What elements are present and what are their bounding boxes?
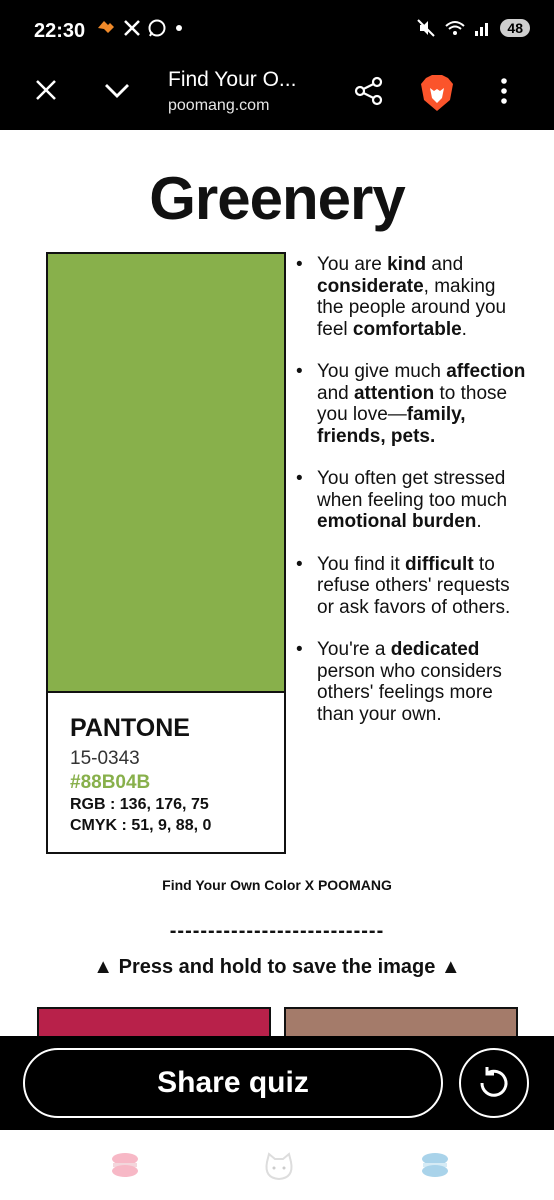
trait-emphasis: kind — [387, 254, 427, 275]
trait-emphasis: dedicated — [390, 639, 480, 660]
status-time: 22:30 — [34, 20, 86, 42]
cmyk-value: CMYK : 51, 9, 88, 0 — [70, 817, 212, 834]
trait-text: to refuse others' requests or ask favors of others. — [317, 553, 511, 618]
battery-icon: 48 — [500, 19, 530, 37]
trait-item — [296, 254, 526, 340]
trait-item — [296, 554, 526, 619]
color-swatch — [48, 254, 284, 693]
chevron-down-icon[interactable] — [103, 80, 131, 100]
trait-item — [296, 639, 526, 725]
bullet-icon: • — [296, 639, 303, 660]
share-quiz-button[interactable]: Share quiz — [23, 1048, 443, 1118]
trait-emphasis: affection — [446, 361, 526, 382]
notification-icon — [95, 18, 117, 38]
trait-text: and — [426, 254, 464, 275]
trait-list — [296, 254, 526, 746]
dot-icon — [173, 22, 185, 34]
trait-text: . — [461, 318, 467, 340]
rgb-value: RGB : 136, 176, 75 — [70, 796, 209, 813]
trait-text: You are — [317, 254, 388, 275]
next-color-card — [284, 1007, 518, 1036]
bullet-icon: • — [296, 361, 303, 382]
trait-emphasis: emotional burden — [317, 511, 477, 532]
trait-text: , making the people around you feel — [317, 275, 507, 340]
bullet-icon: • — [296, 468, 303, 489]
status-right-icons — [416, 18, 530, 38]
macaron-pink-icon[interactable] — [110, 1152, 140, 1178]
trait-text: and — [317, 382, 354, 404]
result-footer: Find Your Own Color X POOMANG — [162, 877, 392, 893]
trait-text: You often get stressed when feeling too much — [317, 468, 508, 511]
color-heading: Greenery — [149, 165, 405, 232]
macaron-blue-icon[interactable] — [420, 1152, 450, 1178]
trait-text: You give much — [317, 361, 447, 382]
mute-icon — [416, 18, 436, 38]
bottom-nav — [0, 1130, 554, 1200]
retry-icon — [475, 1064, 513, 1102]
pantone-label: PANTONE — [70, 714, 190, 742]
more-options-icon[interactable] — [498, 76, 510, 106]
whatsapp-icon — [147, 18, 167, 38]
trait-text: You're a — [317, 639, 391, 660]
share-bar — [0, 1036, 554, 1130]
divider: ---------------------------- — [169, 920, 385, 942]
page-domain: poomang.com — [168, 97, 270, 114]
wifi-icon — [444, 19, 466, 37]
save-hint: ▲ Press and hold to save the image ▲ — [93, 956, 461, 978]
next-color-card — [37, 1007, 271, 1036]
page-content — [0, 130, 554, 1036]
trait-item — [296, 468, 526, 533]
signal-icon — [474, 19, 492, 37]
pantone-card — [46, 252, 286, 854]
trait-emphasis: family, friends, pets. — [317, 404, 466, 447]
pantone-code: 15-0343 — [70, 748, 140, 769]
x-icon — [123, 19, 141, 37]
retry-button[interactable] — [459, 1048, 529, 1118]
page-title: Find Your O... — [168, 68, 297, 91]
trait-text: . — [476, 511, 482, 532]
brave-icon[interactable] — [420, 74, 454, 112]
close-icon[interactable] — [34, 78, 58, 102]
trait-emphasis: attention — [353, 382, 435, 404]
bullet-icon: • — [296, 254, 303, 275]
trait-item — [296, 361, 526, 447]
trait-emphasis: difficult — [405, 553, 474, 575]
share-icon[interactable] — [354, 76, 384, 106]
trait-text: person who considers others' feelings more than your own. — [317, 660, 502, 725]
status-left-icons — [95, 18, 185, 38]
trait-emphasis: comfortable — [352, 318, 462, 340]
hex-value: #88B04B — [70, 772, 151, 793]
browser-app-bar — [0, 62, 554, 130]
bullet-icon: • — [296, 553, 303, 575]
trait-text: to those you love— — [317, 382, 508, 425]
trait-emphasis: considerate — [317, 275, 424, 297]
cat-icon[interactable] — [262, 1152, 296, 1182]
status-bar — [0, 0, 554, 62]
trait-text: You find it — [317, 553, 406, 575]
